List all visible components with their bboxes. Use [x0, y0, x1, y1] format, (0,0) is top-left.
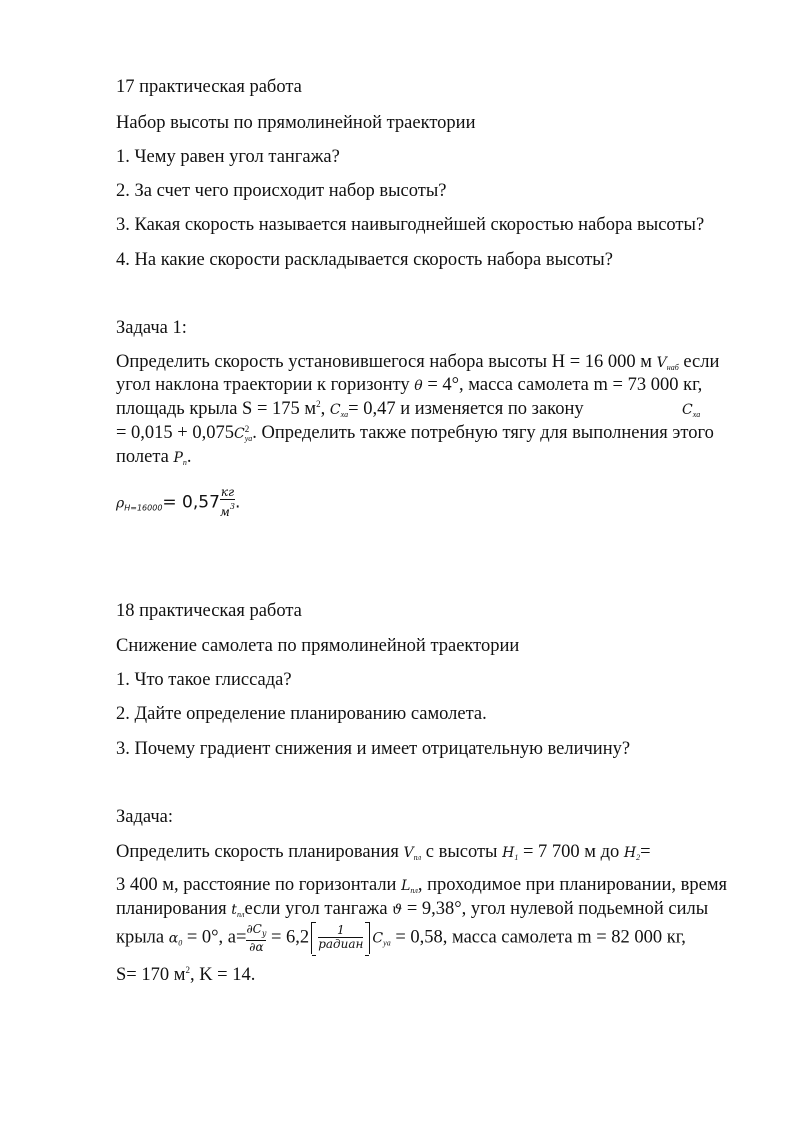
work-18-question-3: 3. Почему градиент снижения и имеет отрицательную величину?	[116, 739, 631, 759]
work-18-question-2: 2. Дайте определение планированию самолета.	[116, 704, 487, 724]
task-2-line-3: планирования $t_{пл}если$ угол тангажа ϑ = 9,38°, угол нулевой подьемной силы	[116, 899, 709, 919]
work-17-question-2: 2. За счет чего происходит набор высоты?	[116, 181, 447, 201]
work-17-question-4: 4. На какие скорости раскладывается скорость набора высоты?	[116, 250, 613, 270]
work-18-question-1: 1. Что такое глиссада?	[116, 670, 292, 690]
per-radian-bracket: $\frac{1}{\text{радиан}}$	[311, 922, 370, 954]
lift-slope-fraction: $\frac{\partial C_y}{\partial\alpha}$	[246, 921, 267, 954]
work-17-topic: Набор высоты по прямолинейной траектории	[116, 113, 476, 133]
air-density-formula: $\rho_{H=16000}= 0,57$ $\frac{кг}{м^3}$ .	[116, 485, 241, 519]
task-1-line-5: полета $P_n$.	[116, 447, 192, 467]
task-1-line-1: Определить скорость установившегося набора высоты H = 16 000 м $V_{наб}$ если	[116, 352, 720, 372]
work-18-topic: Снижение самолета по прямолинейной траектории	[116, 636, 520, 656]
task-1-cxa-symbol: $C_{xa}$	[682, 402, 701, 419]
task-1-line-4: = 0,015 + 0,075C 2 $_{ya}$. Определить также потребную тягу для выполнения этого	[116, 423, 714, 443]
work-17-question-3: 3. Какая скорость называется наивыгоднейшей скоростью набора высоты?	[116, 215, 705, 235]
work-18-title: 18 практическая работа	[116, 601, 302, 621]
task-1-line-2: угол наклона траектории к горизонту θ = 4°, масса самолета m = 73 000 кг,	[116, 375, 703, 395]
work-17-title: 17 практическая работа	[116, 77, 302, 97]
task-2-line-2: 3 400 м, расстояние по горизонтали $L_{пл}$, проходимое при планировании, время	[116, 875, 728, 895]
task-2-title: Задача:	[116, 807, 174, 827]
task-1-title: Задача 1:	[116, 318, 187, 338]
task-1-line-3: площадь крыла S = 175 $м^2$, $C_{xa}= 0,47$ и изменяется по закону	[116, 399, 584, 419]
task-2-line-5: S= 170 $м^2$, K = 14.	[116, 965, 256, 985]
task-2-line-4: крыла $\alpha_0 = 0^\circ$, a= $\frac{\partial C_y}{\partial\alpha}$ = 6,2 $\frac{1}{\text{радиан}}$ $C_{ya} = 0,58$, масса самолета m = 82 000 кг,	[116, 921, 686, 954]
work-17-question-1: 1. Чему равен угол тангажа?	[116, 147, 340, 167]
task-2-line-1: Определить скорость планирования $V_{пл}$ с высоты $H_1 = 7$ 700 м до $H_2=$	[116, 842, 651, 862]
